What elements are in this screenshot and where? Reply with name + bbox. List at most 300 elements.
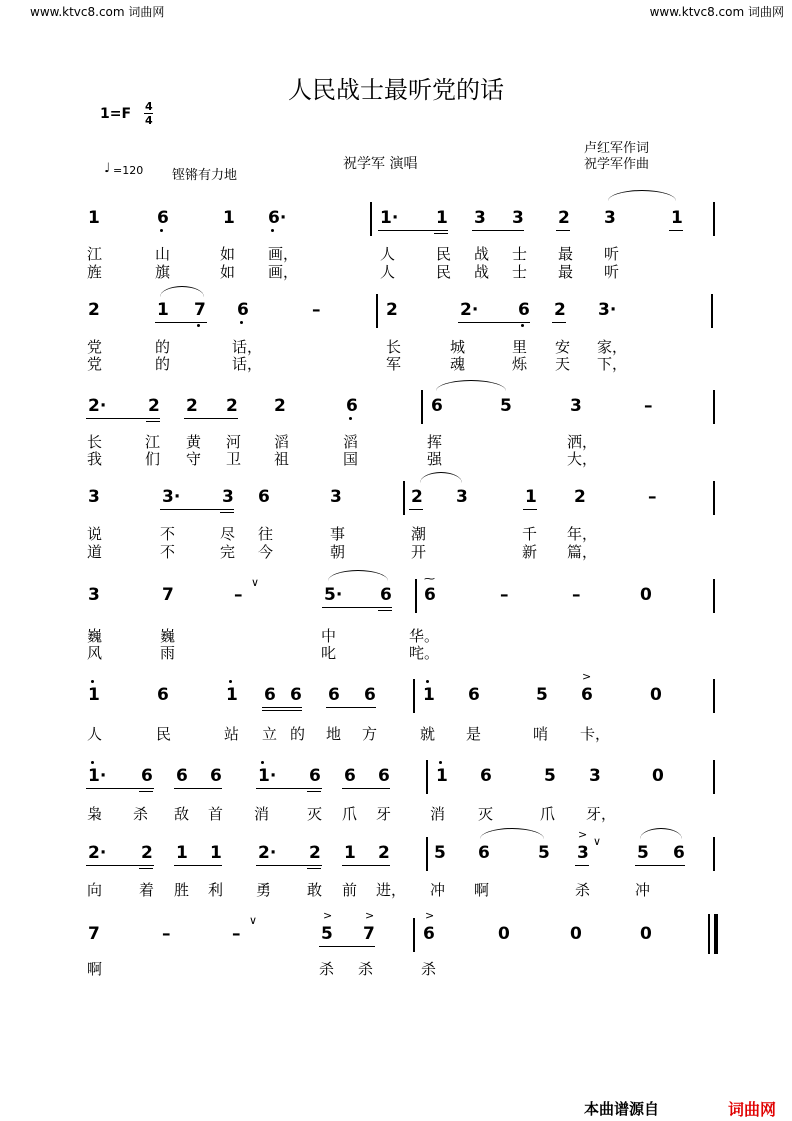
note: 6 — [346, 396, 358, 416]
lyric: 人 — [380, 263, 396, 281]
lyric: 里 — [512, 338, 528, 356]
note: – — [312, 300, 321, 320]
lyric: 敢 — [307, 881, 323, 899]
slur — [608, 190, 676, 201]
note: 0 — [640, 585, 652, 605]
barline — [713, 760, 715, 794]
barline — [713, 481, 715, 515]
note: 2 — [226, 396, 238, 416]
barline — [413, 918, 415, 952]
note: 0 — [652, 766, 664, 786]
lyric: 画， — [268, 263, 299, 281]
lyric: 山 — [155, 245, 171, 263]
lyric: 地 — [326, 725, 342, 743]
underline — [378, 610, 392, 611]
note: 5 — [500, 396, 512, 416]
note: 6 — [237, 300, 249, 320]
footer-source: 本曲谱源自 — [584, 1100, 660, 1118]
note: 3 — [88, 487, 100, 507]
lyric: 卫 — [226, 450, 242, 468]
composer: 祝学军作曲 — [584, 157, 650, 172]
note: 1 — [436, 766, 448, 786]
note: 3 — [570, 396, 582, 416]
note: 6 — [468, 685, 480, 705]
note: 3 — [512, 208, 524, 228]
lyric: 爪 — [342, 805, 358, 823]
underline — [174, 788, 222, 789]
high-octave-dot — [91, 761, 94, 764]
lyric: 强 — [427, 450, 443, 468]
accent-icon: > — [582, 670, 592, 683]
accent-icon: > — [323, 909, 333, 922]
lyric: 潮 — [411, 525, 427, 543]
underline — [174, 865, 222, 866]
underline — [556, 230, 570, 231]
underline — [319, 946, 375, 947]
lyric: 敌 — [174, 805, 190, 823]
note: 6 — [364, 685, 376, 705]
note: 6 — [176, 766, 188, 786]
quarter-note-icon: ♩ — [104, 161, 111, 176]
lyric: 着 — [139, 881, 155, 899]
note: 6 — [581, 685, 593, 705]
note: 2· — [258, 843, 277, 863]
lyric: 灭 — [307, 805, 323, 823]
note: 1 — [423, 685, 435, 705]
lyric: 的 — [290, 725, 306, 743]
note: 1 — [88, 208, 100, 228]
barline — [415, 579, 417, 613]
lyric: 勇 — [256, 881, 272, 899]
note: 6 — [264, 685, 276, 705]
note: 5 — [321, 924, 333, 944]
note: 0 — [640, 924, 652, 944]
lyric: 完 — [220, 543, 236, 561]
accent-icon: > — [365, 909, 375, 922]
underline — [409, 509, 423, 510]
lyric: 哨 — [533, 725, 549, 743]
lyric: 旗 — [155, 263, 171, 281]
underline — [322, 607, 392, 608]
site-header-left[interactable]: www.ktvc8.com 词曲网 — [30, 5, 165, 19]
lyric: 冲 — [430, 881, 446, 899]
note: 7 — [363, 924, 375, 944]
note: 5 — [637, 843, 649, 863]
underline — [326, 707, 376, 708]
lyric: 挥 — [427, 433, 443, 451]
note: 1 — [344, 843, 356, 863]
barline — [376, 294, 378, 328]
lyric: 如 — [220, 263, 236, 281]
lyric: 方 — [362, 725, 378, 743]
note: – — [234, 585, 243, 605]
barline — [713, 202, 715, 236]
lyric: 今 — [258, 543, 274, 561]
note: 2 — [574, 487, 586, 507]
lyric: 城 — [450, 338, 466, 356]
lyric: 黄 — [186, 433, 202, 451]
lyric: 下， — [597, 355, 628, 373]
lyric: 国 — [343, 450, 359, 468]
lyric: 枭 — [87, 805, 103, 823]
final-barline-thin — [708, 914, 710, 954]
footer-site-link[interactable]: 词曲网 — [728, 1100, 777, 1119]
barline — [713, 837, 715, 871]
lyric: 巍 — [160, 627, 176, 645]
low-octave-dot — [271, 229, 274, 232]
lyric: 灭 — [478, 805, 494, 823]
note: 6 — [157, 685, 169, 705]
note: 7 — [162, 585, 174, 605]
lyric: 杀 — [421, 960, 437, 978]
note: 6 — [424, 585, 436, 605]
tempo-style: 铿锵有力地 — [172, 168, 238, 183]
lyricist: 卢红军作词 — [584, 141, 650, 156]
lyric: 尽 — [220, 525, 236, 543]
underline — [669, 230, 683, 231]
low-octave-dot — [197, 324, 200, 327]
note: 3 — [88, 585, 100, 605]
note: 6 — [141, 766, 153, 786]
note: 2 — [186, 396, 198, 416]
lyric: 民 — [156, 725, 172, 743]
note: 2 — [378, 843, 390, 863]
lyric: 滔 — [343, 433, 359, 451]
note: – — [572, 585, 581, 605]
lyric: 党 — [87, 355, 103, 373]
lyric: 前 — [342, 881, 358, 899]
note: 5 — [434, 843, 446, 863]
lyric: 画， — [268, 245, 299, 263]
note: 6 — [480, 766, 492, 786]
lyric: 冲 — [635, 881, 651, 899]
barline — [421, 390, 423, 424]
underline — [458, 322, 530, 323]
lyric: 江 — [145, 433, 161, 451]
low-octave-dot — [160, 229, 163, 232]
slur — [160, 286, 204, 297]
low-octave-dot — [349, 417, 352, 420]
note: 3· — [598, 300, 617, 320]
note: 6 — [157, 208, 169, 228]
underline — [378, 230, 448, 231]
underline — [220, 512, 234, 513]
song-title: 人民战士最听党的话 — [288, 76, 504, 104]
lyric: 华。 — [409, 627, 440, 645]
note: 6 — [328, 685, 340, 705]
lyric: 中 — [321, 627, 337, 645]
slur — [328, 570, 388, 581]
lyric: 话， — [232, 355, 263, 373]
lyric: 咤。 — [409, 644, 440, 662]
note: 3 — [456, 487, 468, 507]
note: 2· — [460, 300, 479, 320]
lyric: 人 — [87, 725, 103, 743]
note: 6 — [290, 685, 302, 705]
lyric: 向 — [87, 881, 103, 899]
lyric: 牙， — [586, 805, 617, 823]
note: 1 — [436, 208, 448, 228]
lyric: 爪 — [540, 805, 556, 823]
high-octave-dot — [91, 680, 94, 683]
accent-icon: > — [425, 909, 435, 922]
lyric: 河 — [226, 433, 242, 451]
underline — [472, 230, 524, 231]
underline — [86, 788, 154, 789]
lyric: 杀 — [319, 960, 335, 978]
note: 6 — [210, 766, 222, 786]
lyric: 朝 — [330, 543, 346, 561]
note: 1· — [380, 208, 399, 228]
note: 3 — [222, 487, 234, 507]
note: 6 — [431, 396, 443, 416]
lyric: 战 — [474, 263, 490, 281]
note: 3 — [577, 843, 589, 863]
lyric: 旌 — [87, 263, 103, 281]
lyric: 说 — [87, 525, 103, 543]
note: 6 — [309, 766, 321, 786]
accent-icon: > — [578, 828, 588, 841]
high-octave-dot — [261, 761, 264, 764]
underline — [155, 322, 207, 323]
note: 0 — [650, 685, 662, 705]
note: 7 — [88, 924, 100, 944]
underline — [635, 865, 685, 866]
lyric: 卡， — [580, 725, 611, 743]
lyric: 首 — [208, 805, 224, 823]
note: 2· — [88, 843, 107, 863]
note: 6 — [518, 300, 530, 320]
note: 2 — [386, 300, 398, 320]
lyric: 长 — [386, 338, 402, 356]
note: 2 — [309, 843, 321, 863]
lyric: 安 — [555, 338, 571, 356]
note: 6 — [478, 843, 490, 863]
underline — [434, 233, 448, 234]
note: 0 — [570, 924, 582, 944]
lyric: 是 — [466, 725, 482, 743]
note: 5 — [544, 766, 556, 786]
lyric: 民 — [436, 263, 452, 281]
note: 1 — [157, 300, 169, 320]
note: 3 — [589, 766, 601, 786]
lyric: 新 — [522, 543, 538, 561]
note: 2 — [88, 300, 100, 320]
high-octave-dot — [439, 761, 442, 764]
note: 1 — [88, 685, 100, 705]
lyric: 风 — [87, 644, 103, 662]
note: 5 — [538, 843, 550, 863]
slur — [420, 472, 462, 483]
lyric: 听 — [604, 245, 620, 263]
lyric: 天 — [555, 355, 571, 373]
final-barline-thick — [714, 914, 718, 954]
lyric: 不 — [160, 543, 176, 561]
lyric: 篇， — [567, 543, 598, 561]
note: 1 — [671, 208, 683, 228]
lyric: 战 — [474, 245, 490, 263]
lyric: 滔 — [274, 433, 290, 451]
note: 6 — [258, 487, 270, 507]
breath-mark-icon: ∨ — [249, 914, 258, 927]
lyric: 如 — [220, 245, 236, 263]
note: 2· — [88, 396, 107, 416]
note: 3 — [474, 208, 486, 228]
note: 7 — [194, 300, 206, 320]
slur — [436, 380, 506, 391]
lyric: 杀 — [575, 881, 591, 899]
underline — [342, 865, 390, 866]
underline — [86, 418, 160, 419]
barline — [713, 390, 715, 424]
lyric: 听 — [604, 263, 620, 281]
underline — [86, 865, 154, 866]
lyric: 啊 — [474, 881, 490, 899]
lyric: 江 — [87, 245, 103, 263]
lyric: 民 — [436, 245, 452, 263]
lyric: 的 — [155, 338, 171, 356]
note: 1 — [176, 843, 188, 863]
lyric: 党 — [87, 338, 103, 356]
underline — [307, 791, 321, 792]
note: 6 — [378, 766, 390, 786]
note: 2 — [411, 487, 423, 507]
high-octave-dot — [426, 680, 429, 683]
note: 5· — [324, 585, 343, 605]
lyric: 杀 — [133, 805, 149, 823]
lyric: 巍 — [87, 627, 103, 645]
breath-mark-icon: ∨ — [251, 576, 260, 589]
lyric: 胜 — [174, 881, 190, 899]
underline — [575, 865, 589, 866]
underline — [307, 868, 321, 869]
underline — [262, 707, 302, 708]
note: 2 — [558, 208, 570, 228]
barline — [370, 202, 372, 236]
note: 6 — [423, 924, 435, 944]
lyric: 立 — [262, 725, 278, 743]
lyric: 祖 — [274, 450, 290, 468]
underline — [184, 418, 238, 419]
lyric: 大， — [567, 450, 598, 468]
lyric: 军 — [386, 355, 402, 373]
lyric: 长 — [87, 433, 103, 451]
key-signature: 1=F — [100, 106, 132, 122]
note: 5 — [536, 685, 548, 705]
note: 6· — [268, 208, 287, 228]
lyric: 往 — [258, 525, 274, 543]
low-octave-dot — [240, 321, 243, 324]
note: 6 — [380, 585, 392, 605]
lyric: 年， — [567, 525, 598, 543]
site-header-right[interactable]: www.ktvc8.com 词曲网 — [649, 5, 784, 19]
lyric: 守 — [186, 450, 202, 468]
tempo-value: =120 — [113, 164, 144, 177]
lyric: 消 — [254, 805, 270, 823]
lyric: 雨 — [160, 644, 176, 662]
lyric: 开 — [411, 543, 427, 561]
lyric: 不 — [160, 525, 176, 543]
high-octave-dot — [229, 680, 232, 683]
barline — [713, 579, 715, 613]
underline — [146, 421, 160, 422]
underline — [552, 322, 566, 323]
underline — [139, 868, 153, 869]
note: 1 — [223, 208, 235, 228]
lyric: 魂 — [450, 355, 466, 373]
breath-mark-icon: ∨ — [593, 835, 602, 848]
note: – — [232, 924, 241, 944]
underline — [256, 788, 322, 789]
barline — [403, 481, 405, 515]
lyric: 人 — [380, 245, 396, 263]
lyric: 消 — [430, 805, 446, 823]
note: 3· — [162, 487, 181, 507]
barline — [426, 837, 428, 871]
underline — [523, 509, 537, 510]
note: 6 — [673, 843, 685, 863]
lyric: 最 — [558, 245, 574, 263]
lyric: 利 — [208, 881, 224, 899]
note: 2 — [141, 843, 153, 863]
note: 3 — [330, 487, 342, 507]
note: 1 — [525, 487, 537, 507]
underline — [160, 509, 234, 510]
note: – — [162, 924, 171, 944]
lyric: 牙 — [376, 805, 392, 823]
note: 2 — [148, 396, 160, 416]
note: 1 — [226, 685, 238, 705]
lyric: 叱 — [321, 644, 337, 662]
time-sig-top: 4 — [145, 100, 153, 113]
note: 2 — [554, 300, 566, 320]
note: 3 — [604, 208, 616, 228]
note: – — [648, 487, 657, 507]
lyric: 我 — [87, 450, 103, 468]
lyric: 们 — [145, 450, 161, 468]
slur — [480, 828, 544, 839]
lyric: 道 — [87, 543, 103, 561]
lyric: 就 — [420, 725, 436, 743]
barline — [426, 760, 428, 794]
barline — [711, 294, 713, 328]
low-octave-dot — [521, 324, 524, 327]
lyric: 士 — [512, 245, 528, 263]
lyric: 最 — [558, 263, 574, 281]
trill-icon: ⁓ — [424, 572, 435, 585]
note: – — [500, 585, 509, 605]
note: 1· — [88, 766, 107, 786]
underline — [342, 788, 390, 789]
lyric: 士 — [512, 263, 528, 281]
lyric: 事 — [330, 525, 346, 543]
lyric: 烁 — [512, 355, 528, 373]
lyric: 洒， — [567, 433, 598, 451]
lyric: 千 — [522, 525, 538, 543]
note: 1 — [210, 843, 222, 863]
underline — [139, 791, 153, 792]
slur — [640, 828, 682, 839]
note: 2 — [274, 396, 286, 416]
lyric: 家， — [597, 338, 628, 356]
lyric: 站 — [224, 725, 240, 743]
note: 0 — [498, 924, 510, 944]
time-sig-bottom: 4 — [145, 114, 153, 127]
lyric: 进， — [376, 881, 407, 899]
underline — [262, 710, 302, 711]
note: 1· — [258, 766, 277, 786]
note: 6 — [344, 766, 356, 786]
